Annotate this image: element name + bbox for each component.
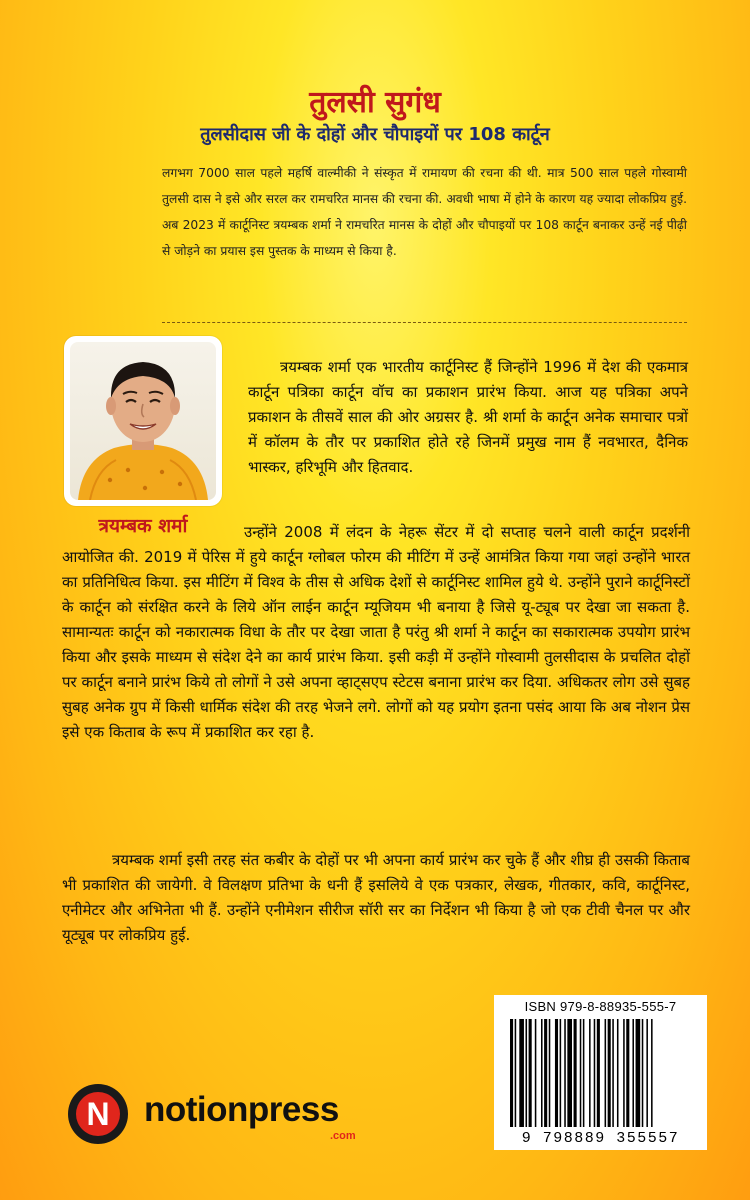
barcode-bar [544, 1019, 547, 1127]
logo-letter: N [86, 1096, 110, 1132]
barcode-bar [583, 1019, 585, 1127]
barcode-bar [549, 1019, 551, 1127]
barcode-bar [519, 1019, 524, 1127]
barcode-bar [580, 1019, 582, 1127]
barcode-bar [541, 1019, 543, 1127]
notion-press-logo-icon [66, 1082, 130, 1146]
barcode-bar [567, 1019, 572, 1127]
book-subtitle: तुलसीदास जी के दोहों और चौपाइयों पर 108 कार्टून [200, 124, 550, 145]
barcode-bar [608, 1019, 611, 1127]
barcode-bar [529, 1019, 532, 1127]
barcode-bar [564, 1019, 566, 1127]
barcode-bar [626, 1019, 629, 1127]
barcode-bar [617, 1019, 619, 1127]
barcode-bar [651, 1019, 653, 1127]
barcode-bar [605, 1019, 607, 1127]
isbn-label: ISBN 979-8-88935-555-7 [524, 999, 677, 1014]
barcode-bar [597, 1019, 600, 1127]
section-divider [162, 322, 687, 323]
author-photo [64, 336, 222, 506]
bio-paragraph-1: त्रयम्बक शर्मा एक भारतीय कार्टूनिस्ट हैं जिन्होंने 1996 में देश की एकमात्र कार्टून पत्रिका कार्टून वॉच का प्रकाशन प्रारंभ किया. आज यह पत्रिका अपने प्रकाशन के तीसवें साल की ओर अग्रसर है. श्री शर्मा के कार्टून अनेक समाचार पत्रों में कॉलम के तौर पर प्रकाशित होते रहे जिनमें प्रमुख नाम हैं नवभारत, दैनिक भास्कर, हरिभूमि और हितवाद. [248, 358, 688, 476]
barcode-bar [623, 1019, 625, 1127]
barcode-bar [594, 1019, 596, 1127]
barcode-icon [508, 1019, 695, 1127]
barcode-bar [642, 1019, 644, 1127]
book-title: तुलसी सुगंध [309, 85, 441, 120]
barcode-bar [589, 1019, 591, 1127]
isbn-barcode [494, 995, 707, 1150]
publisher-name: notionpress [144, 1090, 339, 1129]
barcode-bar [636, 1019, 641, 1127]
barcode-bar [574, 1019, 577, 1127]
barcode-bar [526, 1019, 528, 1127]
bio-paragraph-2: उन्होंने 2008 में लंदन के नेहरू सेंटर में दो सप्ताह चलने वाली कार्टून प्रदर्शनी आयोजित की. 2019 में पेरिस में हुये कार्टून ग्लोबल फोरम की मीटिंग में उन्हें आमंत्रित किया गया जहां उन्होंने भारत का प्रतिनिधित्व किया. इस मीटिंग में विश्व के तीस से अधिक देशों से कार्टूनिस्ट शामिल हुये थे. उन्होंने पुराने कार्टूनिस्टों के कार्टून को संरक्षित करने के लिये ऑन लाईन कार्टून म्यूजियम भी बनाया है जिसे यू-ट्यूब पर देखा जा सकता है. सामान्यतः कार्टून को नकारात्मक विधा के तौर पर देखा जाता है परंतु श्री शर्मा ने कार्टून का सकारात्मक उपयोग प्रारंभ किया और इसके माध्यम से संदेश देने का कार्य प्रारंभ किया. इसी कड़ी में उन्होंने गोस्वामी तुलसीदास के प्रचलित दोहों पर कार्टून बनाने प्रारंभ किये तो लोगों ने उसे अपना व्हाट्सएप स्टेटस बनाना प्रारंभ कर दिया. अधिकतर लोग उसे सुबह सुबह अनेक ग्रुप में किसी धार्मिक संदेश की तरह भेजने लगे. लोगों को यह प्रयोग इतना पसंद आया कि अब नोशन प्रेस इसे एक किताब के रूप में प्रकाशित कर रहा है. [62, 523, 690, 741]
barcode-bar [612, 1019, 614, 1127]
author-name-caption: त्रयम्बक शर्मा [98, 515, 188, 537]
barcode-bar [632, 1019, 634, 1127]
barcode-bar [535, 1019, 537, 1127]
barcode-bar [510, 1019, 513, 1127]
isbn-digits: 9 798889 355557 [521, 1130, 680, 1147]
author-portrait-icon [70, 342, 216, 500]
barcode-bar [515, 1019, 517, 1127]
barcode-bar [560, 1019, 562, 1127]
publisher-domain: .com [330, 1130, 356, 1142]
barcode-bar [555, 1019, 558, 1127]
intro-paragraph: लगभग 7000 साल पहले महर्षि वाल्मीकी ने संस्कृत में रामायण की रचना की थी. मात्र 500 साल पहले गोस्वामी तुलसी दास ने इसे और सरल कर रामचरित मानस की रचना की. अवधी भाषा में होने के कारण यह ज्यादा लोकप्रिय हुई. अब 2023 में कार्टूनिस्ट त्रयम्बक शर्मा ने रामचरित मानस के दोहों और चौपाइयों पर 108 कार्टून बनाकर उन्हें नई पीढ़ी से जोड़ने का प्रयास इस पुस्तक के माध्यम से किया है. [162, 166, 687, 258]
bio-paragraph-3: त्रयम्बक शर्मा इसी तरह संत कबीर के दोहों पर भी अपना कार्य प्रारंभ कर चुके हैं और शीघ्र ही उसकी किताब भी प्रकाशित की जायेगी. वे विलक्षण प्रतिभा के धनी हैं इसलिये वे एक पत्रकार, लेखक, गीतकार, कवि, कार्टूनिस्ट, एनीमेटर और अभिनेता भी हैं. उन्होंने एनीमेशन सीरीज सॉरी सर का निर्देशन भी किया है जो एक टीवी चैनल पर और यूट्यूब पर लोकप्रिय हुई. [62, 851, 690, 944]
publisher-logo [66, 1080, 386, 1150]
barcode-bar [646, 1019, 648, 1127]
